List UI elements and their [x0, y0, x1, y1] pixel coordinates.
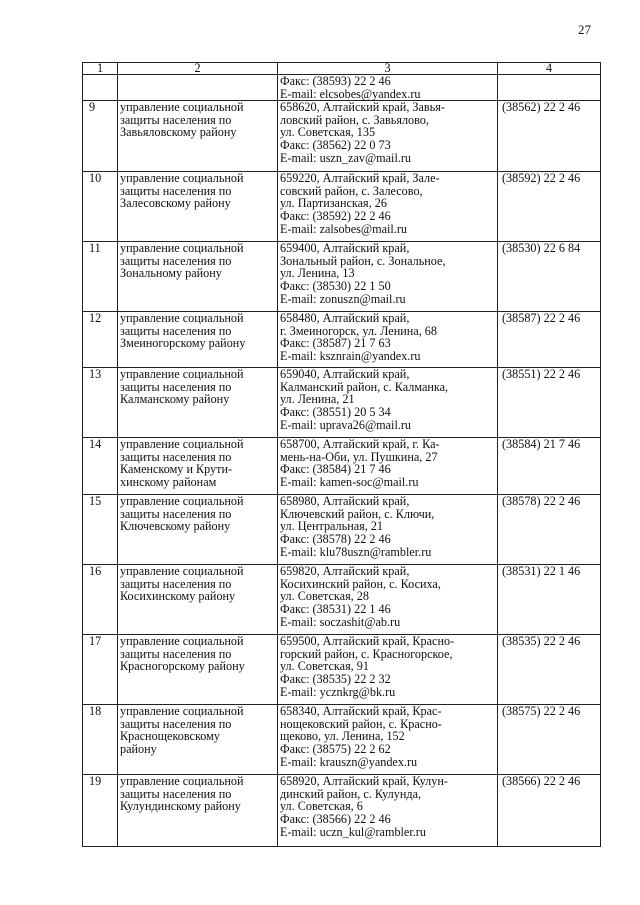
agency-name-line: защиты населения по	[120, 716, 232, 731]
agency-name-line: управление социальной	[120, 171, 244, 186]
table-row	[83, 368, 601, 438]
agency-name-line: управление социальной	[120, 367, 244, 382]
address-cell	[278, 242, 498, 312]
row-number: 10	[83, 172, 118, 242]
address-cell	[278, 775, 498, 847]
table-row	[83, 172, 601, 242]
address-line: Факс: (38562) 22 0 73	[280, 137, 391, 152]
address-line: E-mail: ksznrain@yandex.ru	[280, 348, 421, 363]
row-number: 17	[83, 635, 118, 705]
agency-name-cell	[118, 705, 278, 775]
address-line: 658920, Алтайский край, Кулун-	[280, 774, 448, 789]
column-2-header: 2	[118, 63, 278, 75]
agency-name-cell	[118, 75, 278, 101]
agency-name-line: Завьяловскому району	[120, 125, 237, 140]
agency-name-line: Каменскому и Крути-	[120, 462, 233, 477]
row-number: 15	[83, 495, 118, 565]
address-line: ул. Ленина, 13	[280, 266, 355, 281]
agency-name-line: управление социальной	[120, 704, 244, 719]
address-line: E-mail: uprava26@mail.ru	[280, 417, 412, 432]
address-cell	[278, 705, 498, 775]
table-row	[83, 312, 601, 368]
address-line: 659220, Алтайский край, Зале-	[280, 171, 440, 186]
address-line: 658620, Алтайский край, Завья-	[280, 100, 445, 115]
agency-name-line: защиты населения по	[120, 112, 232, 127]
address-line: ул. Ленина, 21	[280, 392, 355, 407]
phone-cell: (38535) 22 2 46	[498, 635, 601, 705]
address-line: E-mail: zalsobes@mail.ru	[280, 221, 407, 236]
address-cell	[278, 635, 498, 705]
phone-cell: (38578) 22 2 46	[498, 495, 601, 565]
address-line: ул. Советская, 91	[280, 659, 369, 674]
phone-cell: (38587) 22 2 46	[498, 312, 601, 368]
agency-name-line: управление социальной	[120, 564, 244, 579]
address-line: Факс: (38584) 21 7 46	[280, 462, 391, 477]
table-row	[83, 635, 601, 705]
row-number: 18	[83, 705, 118, 775]
address-line: Факс: (38587) 21 7 63	[280, 336, 391, 351]
phone-cell: (38562) 22 2 46	[498, 101, 601, 172]
agency-name-line: Калманскому району	[120, 392, 230, 407]
row-number: 13	[83, 368, 118, 438]
column-number-row	[83, 63, 601, 75]
address-line: ул. Центральная, 21	[280, 519, 384, 534]
phone-cell	[498, 75, 601, 101]
address-line: 659820, Алтайский край,	[280, 564, 410, 579]
address-line: ул. Советская, 28	[280, 589, 369, 604]
agency-name-line: управление социальной	[120, 494, 244, 509]
page-number: 27	[578, 22, 591, 37]
address-line: Факс: (38531) 22 1 46	[280, 601, 391, 616]
agency-name-cell	[118, 495, 278, 565]
address-line: Косихинский район, с. Косиха,	[280, 576, 441, 591]
phone-cell: (38551) 22 2 46	[498, 368, 601, 438]
address-line: ул. Советская, 6	[280, 799, 363, 814]
phone-cell: (38566) 22 2 46	[498, 775, 601, 847]
address-line: E-mail: zonuszn@mail.ru	[280, 291, 406, 306]
address-line: Факс: (38593) 22 2 46	[280, 74, 391, 88]
address-line: Факс: (38566) 22 2 46	[280, 811, 391, 826]
agency-name-line: Зональному району	[120, 266, 222, 281]
address-line: 658700, Алтайский край, г. Ка-	[280, 437, 440, 452]
agency-name-line: району	[120, 741, 157, 756]
agency-name-cell	[118, 368, 278, 438]
agency-name-cell	[118, 101, 278, 172]
address-cell	[278, 368, 498, 438]
agency-name-cell	[118, 635, 278, 705]
agency-name-cell	[118, 242, 278, 312]
agency-name-line: Красногорскому району	[120, 659, 245, 674]
address-line: динский район, с. Кулунда,	[280, 786, 422, 801]
address-line: Факс: (38535) 22 2 32	[280, 671, 391, 686]
phone-cell: (38575) 22 2 46	[498, 705, 601, 775]
agency-name-line: защиты населения по	[120, 786, 232, 801]
table-row	[83, 565, 601, 635]
address-cell	[278, 495, 498, 565]
agency-name-line: Косихинскому району	[120, 589, 236, 604]
address-line: E-mail: ycznkrg@bk.ru	[280, 684, 396, 699]
address-line: нощековский район, с. Красно-	[280, 716, 442, 731]
address-line: E-mail: uczn_kul@rambler.ru	[280, 824, 426, 839]
agency-name-cell	[118, 438, 278, 495]
address-line: E-mail: klu78uszn@rambler.ru	[280, 544, 432, 559]
address-line: 658340, Алтайский край, Крас-	[280, 704, 442, 719]
address-line: 659040, Алтайский край,	[280, 367, 410, 382]
agency-name-line: Змеиногорскому району	[120, 336, 246, 351]
row-number	[83, 75, 118, 101]
table-row	[83, 495, 601, 565]
phone-cell: (38592) 22 2 46	[498, 172, 601, 242]
address-line: Факс: (38530) 22 1 50	[280, 278, 391, 293]
agency-name-cell	[118, 565, 278, 635]
address-line: Калманский район, с. Калманка,	[280, 379, 449, 394]
agency-name-cell	[118, 775, 278, 847]
address-cell	[278, 312, 498, 368]
address-line: Факс: (38551) 20 5 34	[280, 404, 391, 419]
agency-name-line: Краснощековскому	[120, 729, 220, 744]
address-line: совский район, с. Залесово,	[280, 183, 423, 198]
address-line: 659500, Алтайский край, Красно-	[280, 634, 455, 649]
address-line: E-mail: elcsobes@yandex.ru	[280, 86, 421, 101]
table-row	[83, 242, 601, 312]
address-line: Ключевский район, с. Ключи,	[280, 506, 435, 521]
table-body	[83, 75, 601, 847]
agency-name-line: защиты населения по	[120, 506, 232, 521]
agency-name-cell	[118, 172, 278, 242]
agency-name-line: защиты населения по	[120, 379, 232, 394]
column-4-header: 4	[498, 63, 601, 75]
table-row	[83, 75, 601, 101]
address-line: E-mail: kamen-soc@mail.ru	[280, 474, 419, 489]
agency-name-line: защиты населения по	[120, 323, 232, 338]
column-3-header: 3	[278, 63, 498, 75]
agency-name-line: управление социальной	[120, 774, 244, 789]
address-line: Факс: (38592) 22 2 46	[280, 208, 391, 223]
address-cell	[278, 75, 498, 101]
phone-cell: (38530) 22 6 84	[498, 242, 601, 312]
table-row	[83, 705, 601, 775]
address-line: ул. Советская, 135	[280, 125, 376, 140]
agency-name-line: управление социальной	[120, 311, 244, 326]
phone-cell: (38531) 22 1 46	[498, 565, 601, 635]
agency-table	[82, 62, 601, 847]
address-line: E-mail: soczashit@ab.ru	[280, 614, 401, 629]
agency-name-line: хинскому районам	[120, 474, 217, 489]
agency-name-line: управление социальной	[120, 437, 244, 452]
row-number: 19	[83, 775, 118, 847]
address-line: мень-на-Оби, ул. Пушкина, 27	[280, 449, 438, 464]
table-row	[83, 775, 601, 847]
agency-name-line: защиты населения по	[120, 449, 232, 464]
address-line: горский район, с. Красногорское,	[280, 646, 453, 661]
agency-name-line: Ключевскому району	[120, 519, 231, 534]
row-number: 9	[83, 101, 118, 172]
address-line: г. Змеиногорск, ул. Ленина, 68	[280, 323, 437, 338]
agency-name-line: управление социальной	[120, 100, 244, 115]
agency-name-line: защиты населения по	[120, 253, 232, 268]
address-line: щеково, ул. Ленина, 152	[280, 729, 405, 744]
agency-name-line: Залесовскому району	[120, 196, 231, 211]
phone-cell: (38584) 21 7 46	[498, 438, 601, 495]
address-line: Факс: (38578) 22 2 46	[280, 531, 391, 546]
agency-name-cell	[118, 312, 278, 368]
agency-name-line: защиты населения по	[120, 576, 232, 591]
table-row	[83, 438, 601, 495]
table-row	[83, 101, 601, 172]
address-line: E-mail: uszn_zav@mail.ru	[280, 150, 412, 165]
row-number: 11	[83, 242, 118, 312]
agency-name-line: Кулундинскому району	[120, 799, 241, 814]
agency-name-line: управление социальной	[120, 634, 244, 649]
column-1-header: 1	[83, 63, 118, 75]
row-number: 14	[83, 438, 118, 495]
address-line: ловский район, с. Завьялово,	[280, 112, 429, 127]
address-cell	[278, 438, 498, 495]
address-cell	[278, 101, 498, 172]
agency-name-line: управление социальной	[120, 241, 244, 256]
address-line: 658480, Алтайский край,	[280, 311, 410, 326]
address-cell	[278, 565, 498, 635]
agency-name-line: защиты населения по	[120, 183, 232, 198]
address-line: Зональный район, с. Зональное,	[280, 253, 446, 268]
address-line: Факс: (38575) 22 2 62	[280, 741, 391, 756]
row-number: 12	[83, 312, 118, 368]
address-cell	[278, 172, 498, 242]
address-line: 659400, Алтайский край,	[280, 241, 410, 256]
row-number: 16	[83, 565, 118, 635]
address-line: 658980, Алтайский край,	[280, 494, 410, 509]
address-line: E-mail: krauszn@yandex.ru	[280, 754, 418, 769]
address-line: ул. Партизанская, 26	[280, 196, 387, 211]
agency-name-line: защиты населения по	[120, 646, 232, 661]
